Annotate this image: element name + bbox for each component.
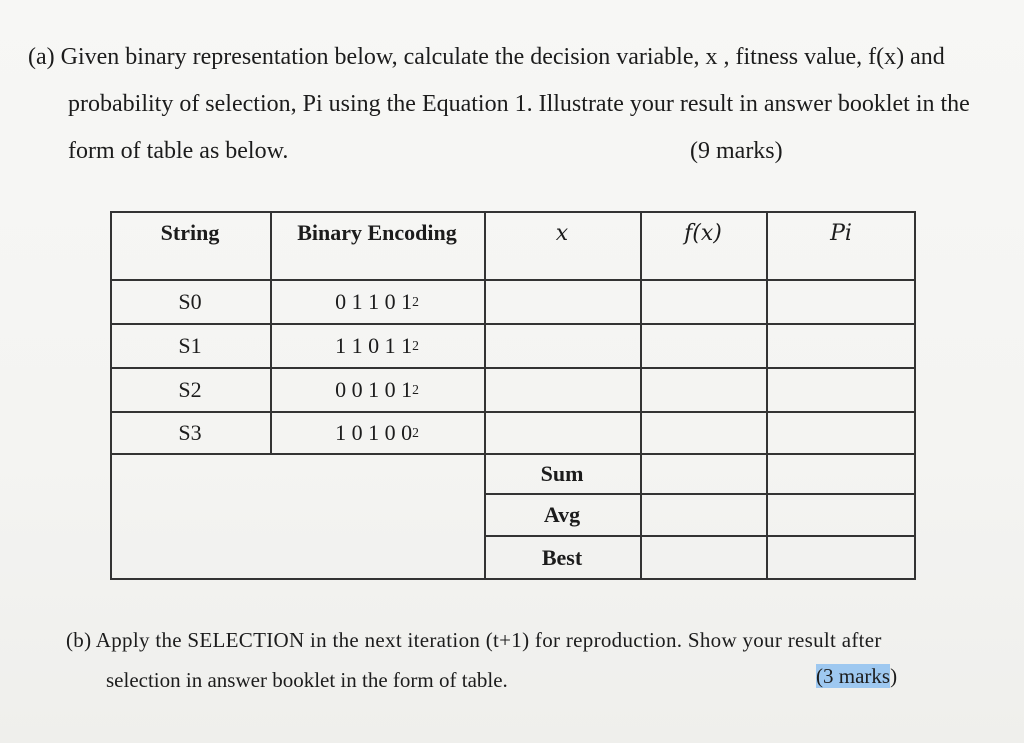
question-a-line-2: probability of selection, Pi using the Equation 1. Illustrate your result in answer booklet in the [68, 91, 970, 117]
marks-close-paren: ) [890, 664, 898, 688]
base-subscript: 2 [412, 338, 419, 353]
binary-value: 0 0 1 0 1 [335, 377, 413, 402]
binary-value: 1 0 1 0 0 [335, 420, 413, 445]
question-b-line-1: (b) Apply the SELECTION in the next iteration (t+1) for reproduction. Show your result after [66, 628, 882, 652]
question-a-marks: (9 marks) [690, 138, 783, 164]
question-a-line-3: form of table as below. [68, 138, 289, 164]
base-subscript: 2 [412, 294, 419, 309]
answer-table [110, 211, 916, 580]
row-string: S1 [178, 333, 202, 358]
base-subscript: 2 [412, 382, 419, 397]
row-string: S2 [178, 377, 202, 402]
base-subscript: 2 [412, 425, 419, 440]
row-string: S0 [178, 289, 202, 314]
question-b-line-2: selection in answer booklet in the form of table. [106, 668, 508, 692]
header-pi: Pi [830, 220, 852, 246]
header-fx: f(x) [684, 220, 722, 246]
row-binary [270, 369, 484, 411]
summary-sum-label: Sum [540, 461, 584, 486]
summary-avg-label: Avg [543, 502, 581, 527]
header-string: String [160, 220, 220, 245]
header-binary-encoding: Binary Encoding [297, 220, 457, 245]
row-binary [270, 325, 484, 367]
question-b-marks [816, 664, 897, 689]
header-x: x [555, 220, 569, 246]
binary-value: 0 1 1 0 1 [335, 289, 413, 314]
summary-best-label: Best [541, 544, 583, 570]
row-binary [270, 413, 484, 453]
highlighted-marks: (3 marks [816, 664, 891, 688]
question-a-line-1: (a) Given binary representation below, calculate the decision variable, x , fitness value, f(x) and [28, 44, 945, 70]
row-binary [270, 281, 484, 323]
row-string: S3 [178, 420, 202, 445]
binary-value: 1 1 0 1 1 [335, 333, 413, 358]
